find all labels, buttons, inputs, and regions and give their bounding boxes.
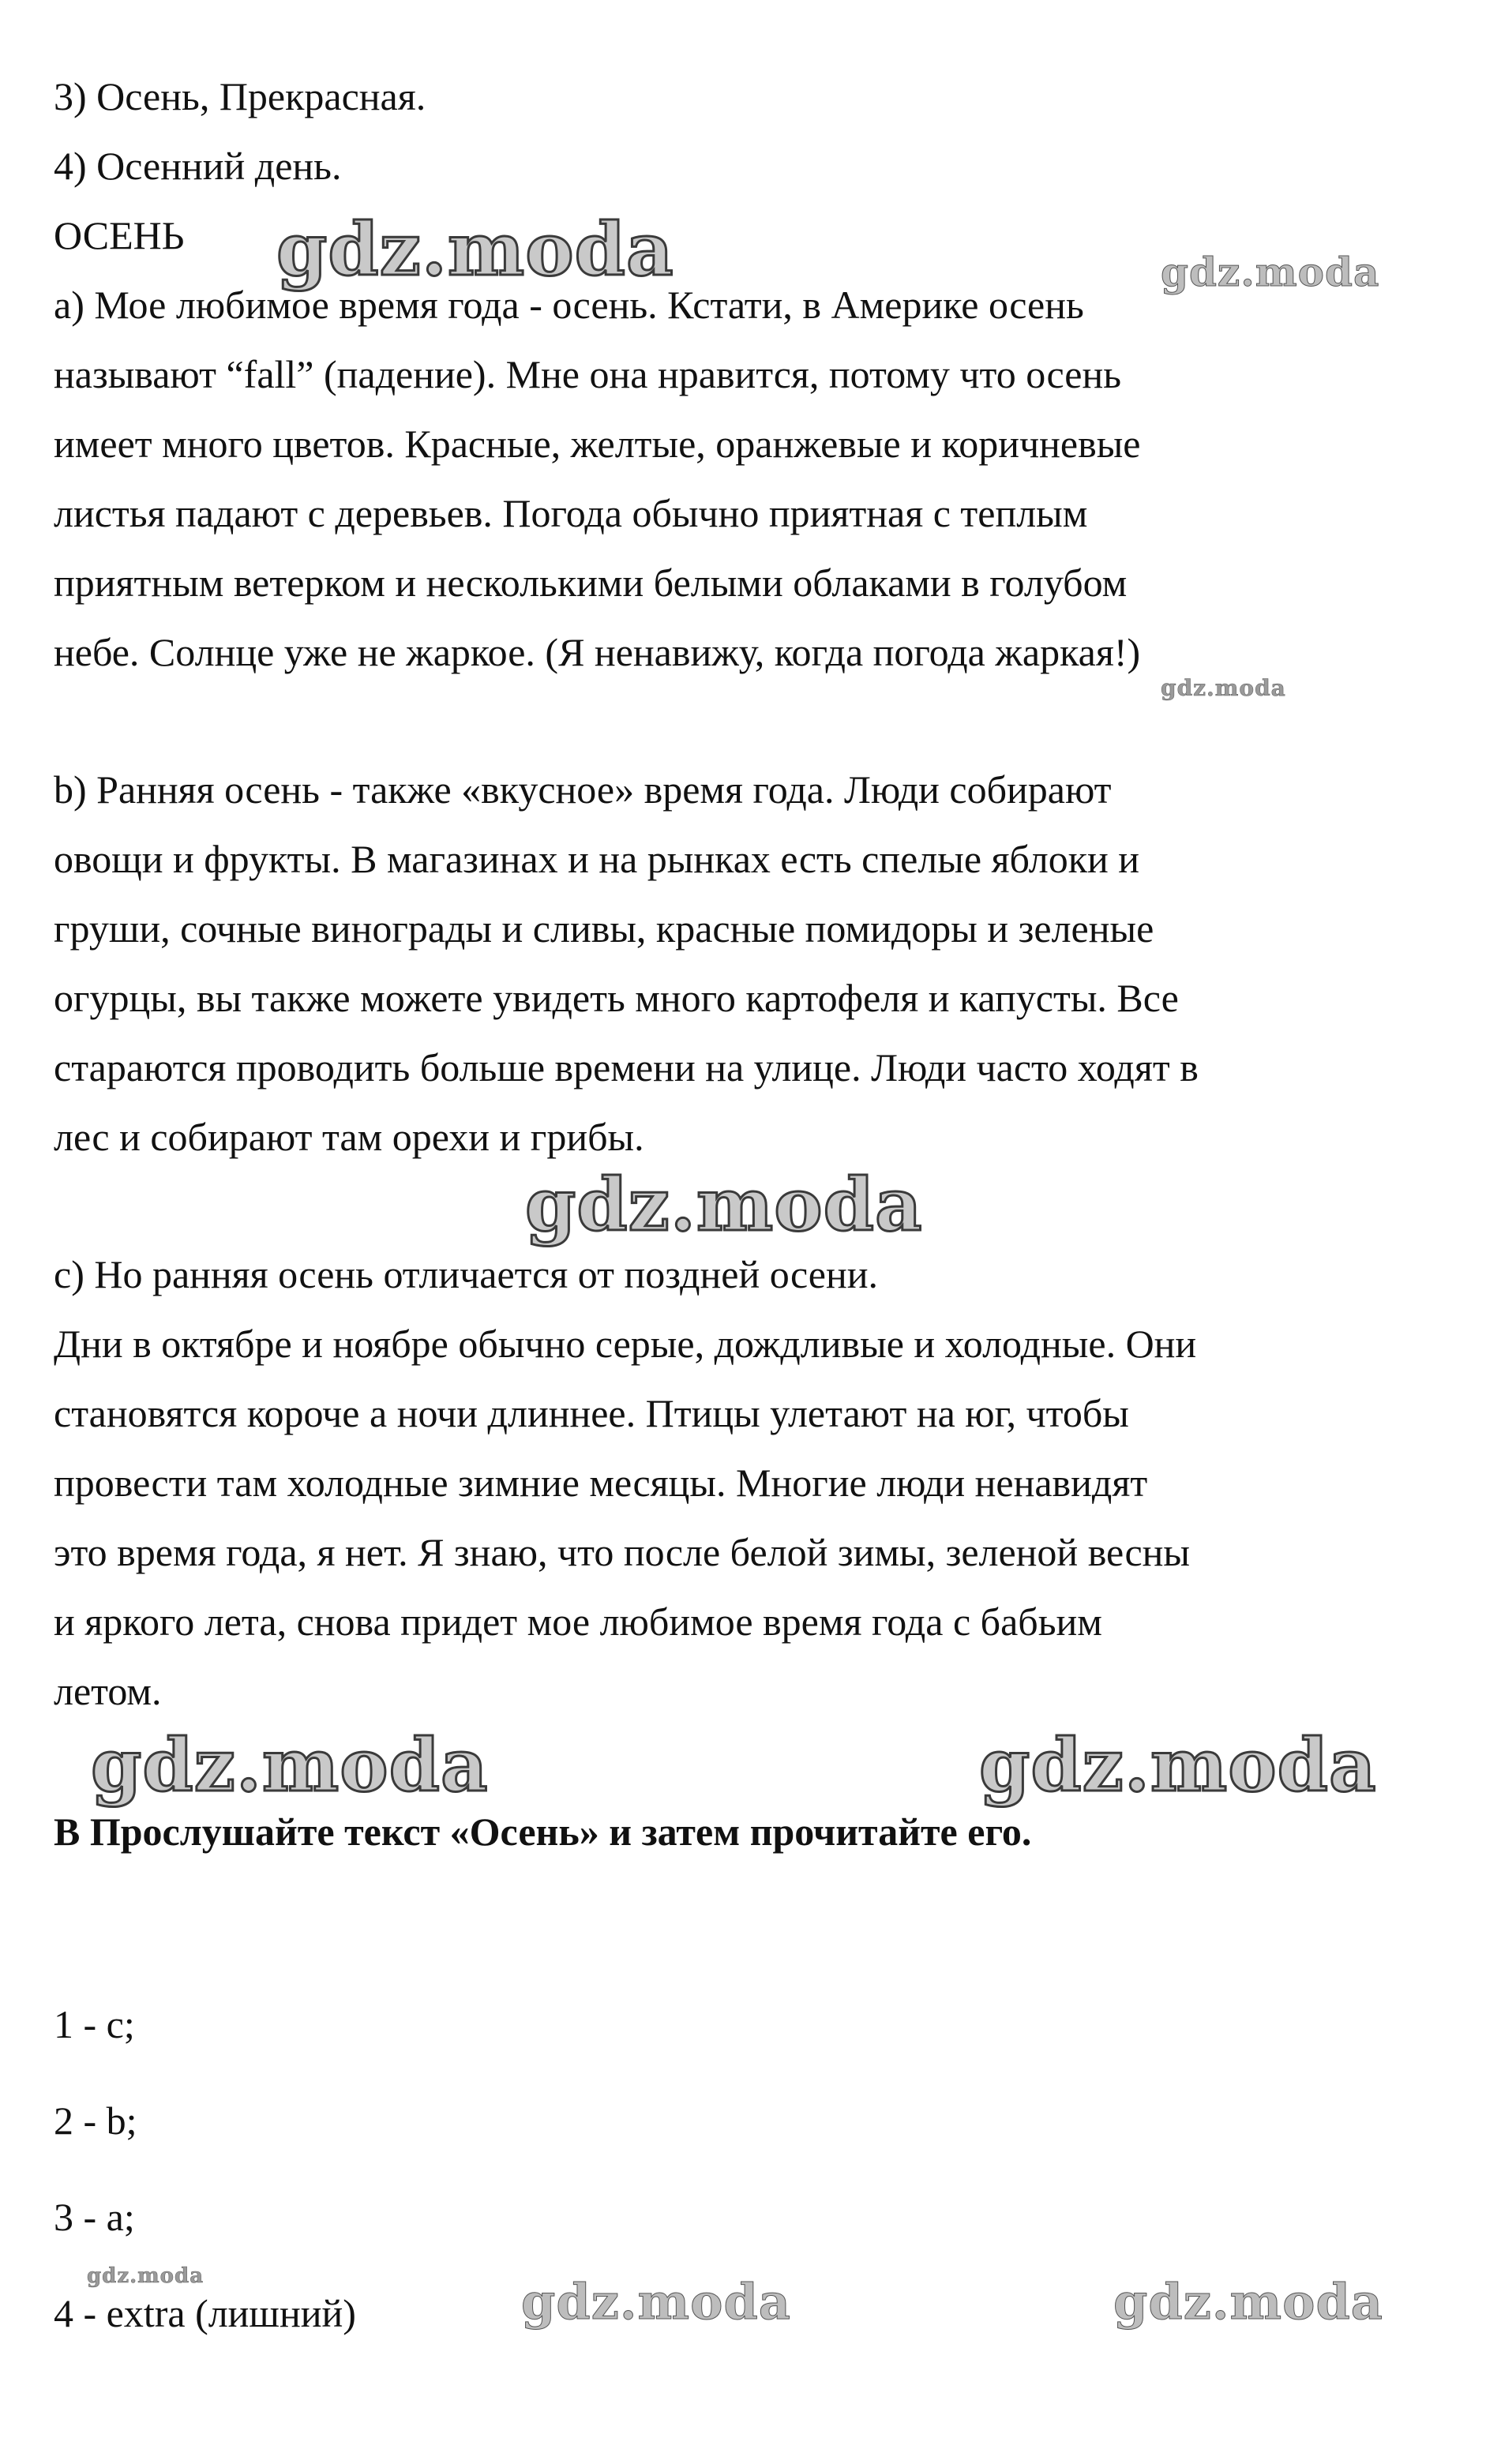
- answer-item: 1 - c;: [54, 2002, 135, 2046]
- text-line: a) Мое любимое время года - осень. Кстати, в Америке осень: [54, 283, 1084, 327]
- text-line: это время года, я нет. Я знаю, что после белой зимы, зеленой весны: [54, 1530, 1190, 1574]
- text-line: 4) Осенний день.: [54, 144, 342, 188]
- watermark: gdz.moda: [1161, 249, 1380, 295]
- text-line: и яркого лета, снова придет мое любимое время года с бабьим: [54, 1600, 1102, 1644]
- text-line: листья падают с деревьев. Погода обычно приятная с теплым: [54, 491, 1088, 535]
- text-line: становятся короче а ночи длиннее. Птицы улетают на юг, чтобы: [54, 1391, 1129, 1435]
- text-line: называют “fall” (падение). Мне она нравится, потому что осень: [54, 352, 1122, 396]
- text-line: небе. Солнце уже не жаркое. (Я ненавижу, когда погода жаркая!): [54, 630, 1141, 674]
- text-line: овощи и фрукты. В магазинах и на рынках есть спелые яблоки и: [54, 837, 1139, 881]
- text-line: имеет много цветов. Красные, желтые, оранжевые и коричневые: [54, 422, 1141, 466]
- section-title: ОСЕНЬ: [54, 213, 185, 257]
- text-line: груши, сочные винограды и сливы, красные помидоры и зеленые: [54, 906, 1154, 951]
- watermark: gdz.moda: [91, 1723, 489, 1808]
- watermark: gdz.moda: [979, 1723, 1377, 1808]
- answer-item: 3 - a;: [54, 2195, 135, 2239]
- watermark: gdz.moda: [525, 1162, 923, 1247]
- text-line: лес и собирают там орехи и грибы.: [54, 1115, 644, 1159]
- text-line: Дни в октябре и ноябре обычно серые, дождливые и холодные. Они: [54, 1322, 1197, 1366]
- watermark: gdz.moda: [521, 2273, 791, 2331]
- answer-item: 2 - b;: [54, 2098, 137, 2143]
- watermark: gdz.moda: [276, 207, 674, 292]
- text-line: 3) Осень, Прекрасная.: [54, 74, 426, 118]
- text-line: летом.: [54, 1669, 162, 1713]
- text-line: стараются проводить больше времени на улице. Люди часто ходят в: [54, 1045, 1199, 1089]
- watermark: gdz.moda: [1161, 675, 1286, 701]
- answer-item: 4 - extra (лишний): [54, 2291, 356, 2335]
- watermark: gdz.moda: [1113, 2273, 1383, 2331]
- task-heading: В Прослушайте текст «Осень» и затем прочитайте его.: [54, 1810, 1032, 1854]
- watermark: gdz.moda: [87, 2264, 205, 2288]
- text-line: c) Но ранняя осень отличается от поздней осени.: [54, 1252, 878, 1296]
- text-line: b) Ранняя осень - также «вкусное» время года. Люди собирают: [54, 767, 1112, 812]
- text-line: провести там холодные зимние месяцы. Многие люди ненавидят: [54, 1461, 1148, 1505]
- text-line: огурцы, вы также можете увидеть много картофеля и капусты. Все: [54, 976, 1179, 1020]
- text-line: приятным ветерком и несколькими белыми облаками в голубом: [54, 561, 1128, 605]
